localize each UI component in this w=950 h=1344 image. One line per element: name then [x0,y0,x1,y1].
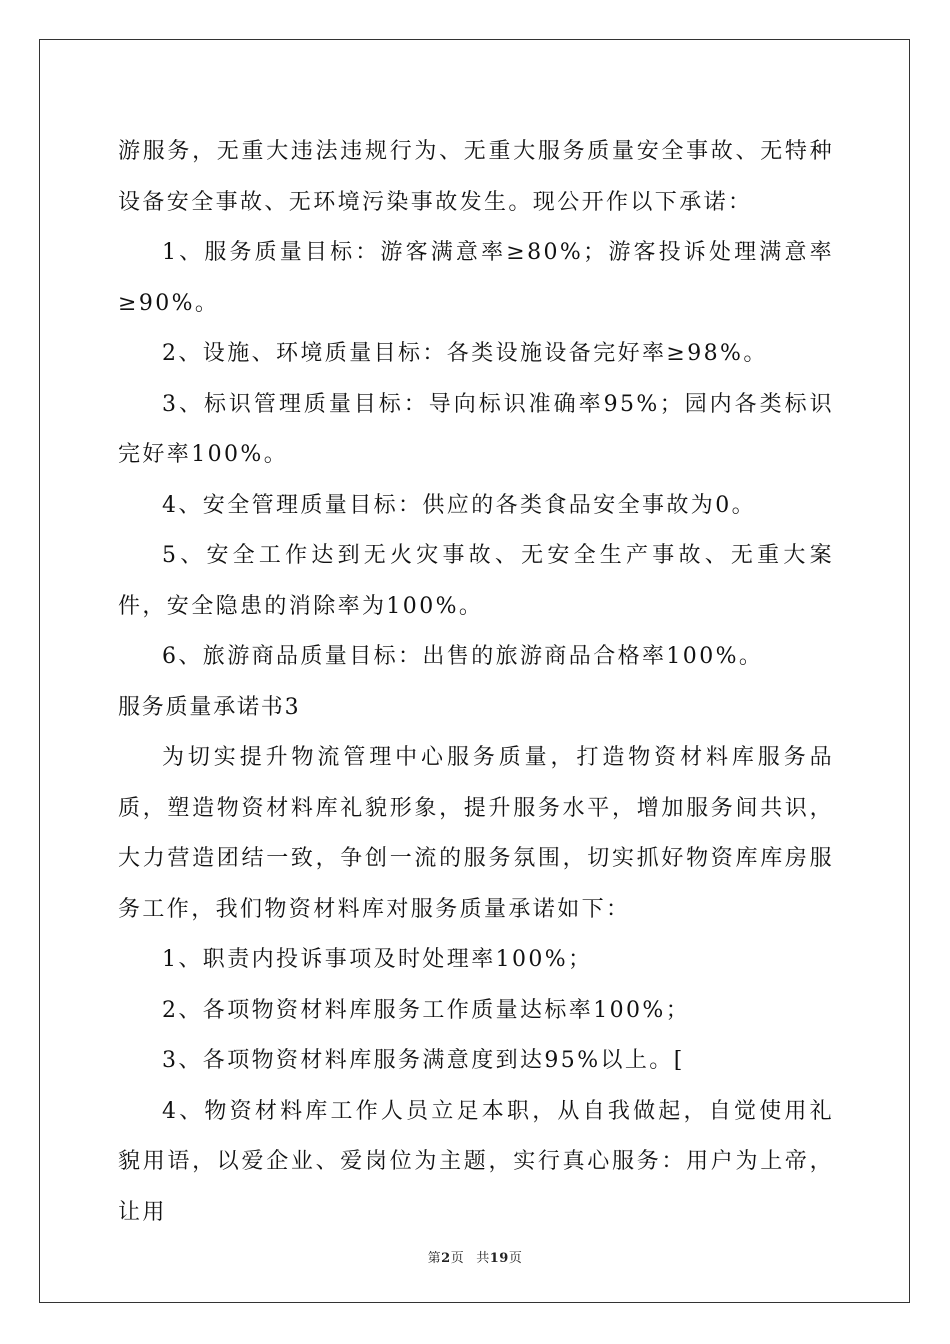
commitment-item-5: 5、安全工作达到无火灾事故、无安全生产事故、无重大案件，安全隐患的消除率为100%。 [118,543,834,619]
page-number: 2 [441,1251,451,1266]
total-pages: 19 [489,1251,509,1266]
page-prefix: 第 [427,1251,442,1266]
pledge-item-4: 4、物资材料库工作人员立足本职，从自我做起，自觉使用礼貌用语，以爱企业、爱岗位为主题，实行真心服务：用户为上帝，让用 [118,1098,834,1225]
intro-paragraph: 为切实提升物流管理中心服务质量，打造物资材料库服务品质，塑造物资材料库礼貌形象，提升服务水平，增加服务间共识，大力营造团结一致，争创一流的服务氛围，切实抓好物资库库房服务工作，我们物资材料库对服务质量承诺如下： [118,745,834,922]
total-prefix: 共 [476,1251,490,1266]
commitment-item-3: 3、标识管理质量目标：导向标识准确率95%；园内各类标识完好率100%。 [118,391,834,467]
commitment-item-1: 1、服务质量目标：游客满意率≥80%；游客投诉处理满意率≥90%。 [118,240,834,316]
commitment-item-4: 4、安全管理质量目标：供应的各类食品安全事故为0。 [162,492,756,518]
page-footer [0,1247,950,1266]
document-body [118,127,834,1238]
pledge-item-1: 1、职责内投诉事项及时处理率100%； [162,947,593,972]
page-suffix: 页 [450,1251,465,1266]
total-suffix: 页 [508,1251,523,1266]
commitment-item-6: 6、旅游商品质量目标：出售的旅游商品合格率100%。 [162,644,764,669]
commitment-item-2: 2、设施、环境质量目标：各类设施设备完好率≥98%。 [162,341,768,366]
pledge-item-2: 2、各项物资材料库服务工作质量达标率100%； [162,997,691,1023]
paragraph-continuation: 游服务，无重大违法违规行为、无重大服务质量安全事故、无特种设备安全事故、无环境污染事故发生。现公开作以下承诺： [118,139,834,215]
section-heading: 服务质量承诺书3 [118,694,301,720]
pledge-item-3: 3、各项物资材料库服务满意度到达95%以上。[ [162,1048,685,1073]
